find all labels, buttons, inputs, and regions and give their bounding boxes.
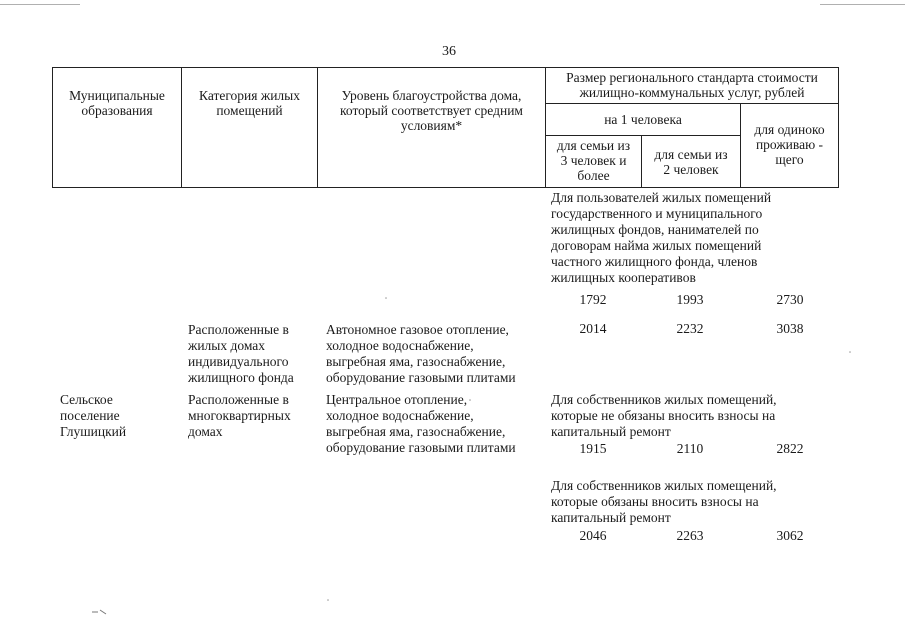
table-header (52, 67, 839, 188)
value-family3: 2014 (579, 321, 607, 336)
value-family2: 1993 (676, 292, 704, 307)
value-family3: 2046 (579, 528, 607, 543)
value-single: 3062 (776, 528, 804, 543)
value-single: 3038 (776, 321, 804, 336)
level-individual: Автономное газовое отопление, холодное водоснабжение, выгребная яма, газоснабжение, оборудование газовыми плитами (326, 322, 516, 385)
header-family3: для семьи из 3 человек и более (546, 136, 642, 188)
value-family2: 2232 (676, 321, 704, 336)
page-number: 36 (442, 44, 456, 59)
group-title: Для собственников жилых помещений, которые не обязаны вносить взносы на капитальный ремонт (551, 392, 777, 439)
value-family3: 1792 (579, 292, 607, 307)
level-apartment: Центральное отопление, холодное водоснабжение, выгребная яма, газоснабжение, оборудование газовыми плитами (326, 392, 516, 455)
header-size: Размер регионального стандарта стоимости жилищно-коммунальных услуг, рублей (546, 68, 839, 104)
value-single: 2822 (776, 441, 804, 456)
municipality-name: Сельское поселение Глушицкий (60, 392, 127, 439)
value-family2: 2263 (676, 528, 704, 543)
header-category: Категория жилых помещений (182, 68, 318, 188)
category-apartment: Расположенные в многоквартирных домах (188, 392, 291, 439)
header-single: для одиноко проживаю - щего (741, 104, 839, 188)
header-level: Уровень благоустройства дома, который соответствует средним условиям* (318, 68, 546, 188)
header-municipal: Муниципальные образования (53, 68, 182, 188)
value-single: 2730 (776, 292, 804, 307)
value-family2: 2110 (676, 441, 704, 456)
group-title: Для пользователей жилых помещений государственного и муниципального жилищных фондов, нанимателей по договорам найма жилых помещений частного жилищного фонда, членов жилищных кооперативов (551, 190, 772, 285)
header-per-person: на 1 человека (546, 104, 741, 136)
header-family2: для семьи из 2 человек (642, 136, 741, 188)
category-individual: Расположенные в жилых домах индивидуального жилищного фонда (188, 322, 294, 385)
scan-edge-line (820, 4, 905, 5)
value-family3: 1915 (579, 441, 607, 456)
scan-edge-line (0, 4, 80, 5)
group-title: Для собственников жилых помещений, которые обязаны вносить взносы на капитальный ремонт (551, 478, 777, 525)
